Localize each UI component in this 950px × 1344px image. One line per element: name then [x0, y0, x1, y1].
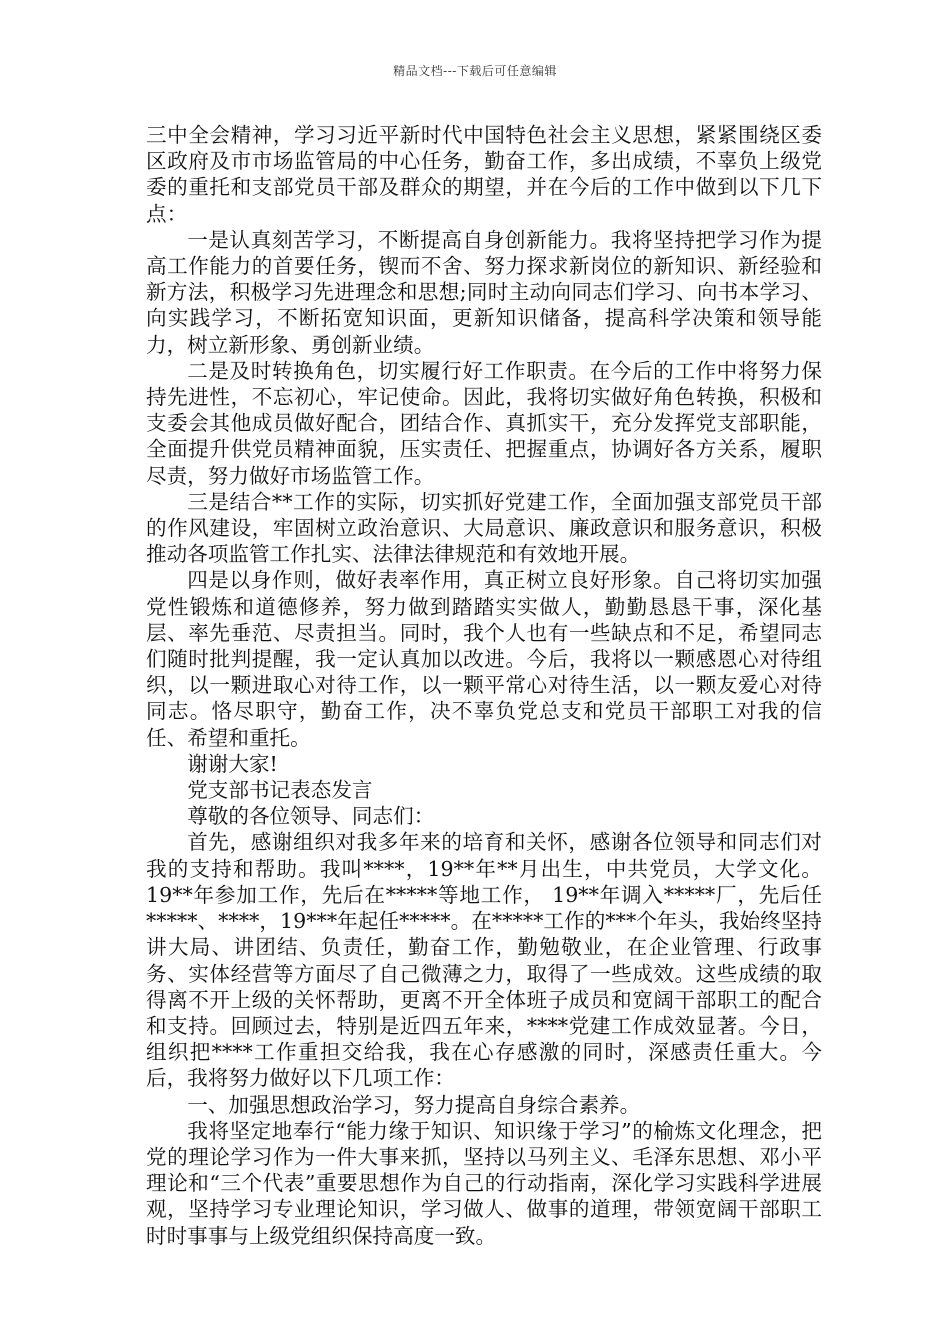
section-title: 党支部书记表态发言: [187, 778, 373, 803]
paragraph: 四是以身作则，做好表率作用，真正树立良好形象。自己将切实加强党性锻炼和道德修养，努力做到踏踏实实做人，勤勤恳恳干事，深化基层、率先垂范、尽责担当。同时，我个人也有一些缺点和不足，希望同志们随时批判提醒，我一定认真加以改进。今后，我将以一颗感恩心对待组织，以一颗进取心对待工作，以一颗平常心对待生活，以一颗友爱心对待同志。恪尽职守，勤奋工作，决不辜负党总支和党员干部职工对我的信任、希望和重托。: [146, 568, 822, 750]
paragraph: 我将坚定地奉行“能力缘于知识、知识缘于学习”的榆炼文化理念，把党的理论学习作为一件大事来抓，坚持以马列主义、毛泽东思想、邓小平理论和“三个代表”重要思想作为自己的行动指南，深化学习实践科学进展观，坚持学习专业理论知识，学习做人、做事的道理，带领宽阔干部职工时时事事与上级党组织保持高度一致。: [146, 1118, 822, 1248]
paragraph: 三是结合**工作的实际，切实抓好党建工作，全面加强支部党员干部的作风建设，牢固树立政治意识、大局意识、廉政意识和服务意识，积极推动各项监管工作扎实、法律法律规范和有效地开展。: [146, 489, 822, 567]
paragraph: 一是认真刻苦学习，不断提高自身创新能力。我将坚持把学习作为提高工作能力的首要任务，锲而不舍、努力探求新岗位的新知识、新经验和新方法，积极学习先进理念和思想;同时主动向同志们学习、向书本学习、向实践学习，不断拓宽知识面，更新知识储备，提高科学决策和领导能力，树立新形象、勇创新业绩。: [146, 227, 822, 357]
closing-thanks: 谢谢大家!: [187, 751, 278, 776]
paragraph: 二是及时转换角色，切实履行好工作职责。在今后的工作中将努力保持先进性，不忘初心，牢记使命。因此，我将切实做好角色转换，积极和支委会其他成员做好配合，团结合作、真抓实干，充分发挥党支部职能，全面提升供党员精神面貌，压实责任、把握重点，协调好各方关系，履职尽责，努力做好市场监管工作。: [146, 358, 822, 488]
paragraph: 三中全会精神，学习习近平新时代中国特色社会主义思想，紧紧围绕区委区政府及市市场监管局的中心任务，勤奋工作，多出成绩，不辜负上级党委的重托和支部党员干部及群众的期望，并在今后的工作中做到以下几下点：: [146, 123, 822, 226]
salutation: 尊敬的各位领导、同志们：: [187, 804, 435, 829]
paragraph: 首先，感谢组织对我多年来的培育和关怀，感谢各位领导和同志们对我的支持和帮助。我叫****，19**年**月出生，中共党员，大学文化。19**年参加工作，先后在*****等地工作， 19**年调入*****厂，先后任*****、****，19***年起任*****。在*****工作的***个年头，我始终坚持讲大局、讲团结、负责任，勤奋工作，勤勉敬业，在企业管理、行政事务、实体经营等方面尽了自己微薄之力，取得了一些成效。这些成绩的取得离不开上级的关怀帮助，更离不开全体班子成员和宽阔干部职工的配合和支持。回顾过去，特别是近四五年来，****党建工作成效显著。今日，组织把****工作重担交给我，我在心存感激的同时，深感责任重大。今后，我将努力做好以下几项工作：: [146, 830, 822, 1091]
section-heading: 一、加强思想政治学习，努力提高自身综合素养。: [187, 1092, 641, 1117]
page-header: 精品文档---下载后可任意编辑: [393, 64, 557, 78]
document-body: [146, 122, 822, 1249]
